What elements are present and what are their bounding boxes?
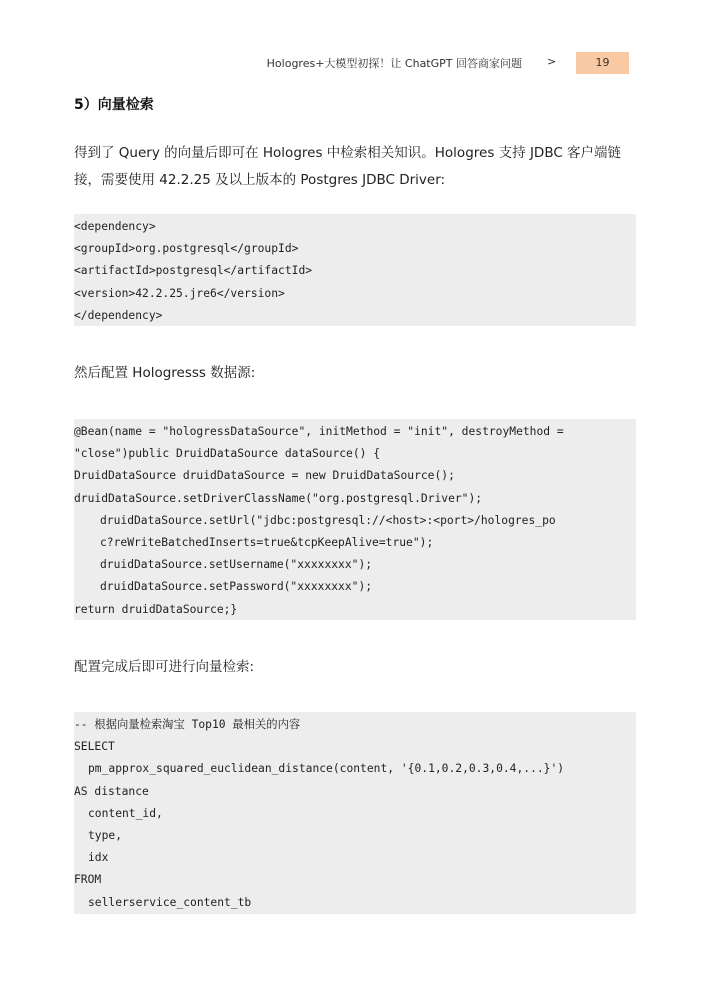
code-line: DruidDataSource druidDataSource = new DruidDataSource(); (74, 469, 455, 483)
code-line: pm_approx_squared_euclidean_distance(content, '{0.1,0.2,0.3,0.4,...}') (88, 762, 565, 776)
code-line: SELECT (74, 740, 115, 754)
code-line: druidDataSource.setDriverClassName("org.postgresql.Driver"); (74, 491, 483, 505)
page-header (0, 52, 710, 74)
code-block-dependency (74, 214, 636, 326)
header-title: Hologres+大模型初探！让 ChatGPT 回答商家问题 (266, 57, 522, 70)
code-line: content_id, (88, 806, 163, 820)
code-line: druidDataSource.setUsername("xxxxxxxx"); (100, 558, 373, 572)
code-line: druidDataSource.setPassword("xxxxxxxx"); (100, 580, 373, 594)
code-line: @Bean(name = "hologressDataSource", initMethod = "init", destroyMethod = (74, 425, 564, 438)
code-block-datasource (74, 419, 636, 620)
code-line: <groupId>org.postgresql</groupId> (74, 242, 299, 256)
code-line: -- 根据向量检索淘宝 Top10 最相关的内容 (74, 718, 301, 731)
code-line: AS distance (74, 784, 149, 798)
intro-line-2: 接，需要使用 42.2.25 及以上版本的 Postgres JDBC Driver: (74, 172, 446, 188)
code-line: c?reWriteBatchedInserts=true&tcpKeepAlive=true"); (100, 535, 434, 549)
code-line: <artifactId>postgresql</artifactId> (74, 264, 313, 278)
section-heading: 5）向量检索 (74, 97, 154, 113)
intro-line-1: 得到了 Query 的向量后即可在 Hologres 中检索相关知识。Hologres 支持 JDBC 客户端链 (74, 145, 622, 161)
code-line: <dependency> (74, 220, 156, 233)
code-line: "close")public DruidDataSource dataSource() { (74, 447, 381, 461)
code-line: </dependency> (74, 308, 163, 322)
code-block-sql (74, 712, 636, 914)
search-text: 配置完成后即可进行向量检索: (74, 659, 255, 675)
code-line: sellerservice_content_tb (88, 895, 252, 909)
code-line: druidDataSource.setUrl("jdbc:postgresql://<host>:<port>/hologres_po (100, 513, 556, 527)
code-line: <version>42.2.25.jre6</version> (74, 286, 285, 300)
code-line: FROM (74, 873, 102, 887)
code-line: type, (88, 828, 123, 842)
config-text: 然后配置 Hologresss 数据源: (74, 365, 256, 381)
code-line: return druidDataSource;} (74, 602, 238, 616)
code-line: idx (88, 851, 109, 865)
page-number-badge: 19 (576, 52, 629, 74)
header-separator: > (547, 55, 557, 68)
